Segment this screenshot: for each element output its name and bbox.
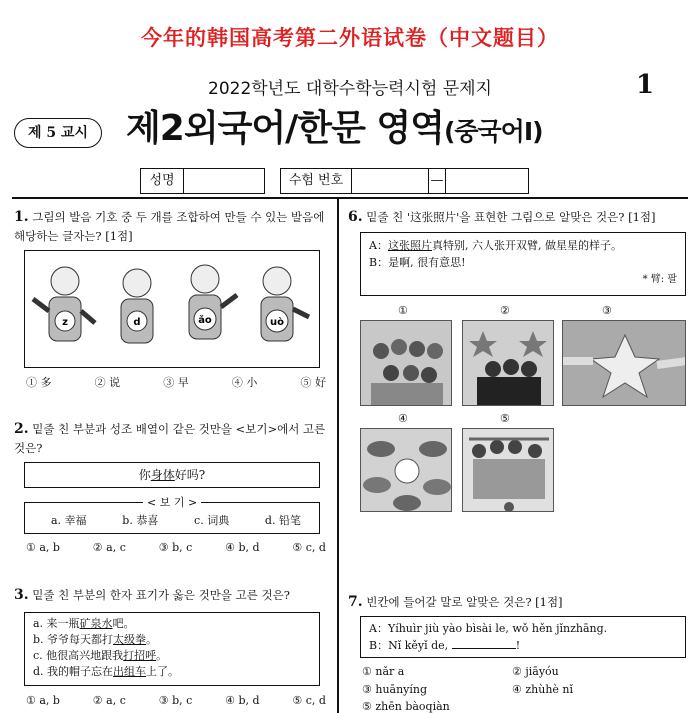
q6-text: 밑줄 친 '这张照片'을 표현한 그림으로 알맞은 것은? [1점]	[366, 210, 656, 224]
q6-note: * 臂: 팔	[642, 274, 677, 285]
pinyin-label-4: uò	[270, 317, 284, 328]
picture-5-art	[463, 429, 554, 512]
q6-line-a	[369, 237, 677, 254]
q2-option-2[interactable]: ② a, c	[92, 541, 126, 554]
q7-line-b-post: !	[515, 639, 521, 652]
page-number: 1	[636, 70, 655, 100]
q1-options	[26, 374, 326, 390]
q2-option-3[interactable]: ③ b, c	[158, 541, 193, 554]
q7-text: 빈칸에 들어갈 말로 알맞은 것은? [1점]	[366, 595, 563, 609]
figure-1	[33, 267, 95, 341]
name-label: 성명	[140, 168, 184, 194]
q6-line-a-post: 真特别, 六人张开双臂, 做星星的样子。	[431, 239, 622, 252]
exam-title-main: 제2외국어/한문 영역	[126, 108, 444, 149]
exam-title	[126, 100, 543, 151]
period-badge: 제 5 교시	[14, 118, 102, 148]
q7-line-a: A：Yíhuìr jiù yào bìsài le, wǒ hěn jǐnzhāng.	[369, 622, 608, 635]
q2-sentence-underlined: 身体	[150, 468, 175, 482]
pinyin-label-2: d	[133, 317, 141, 328]
q3-line-d-underlined: 出组车	[113, 665, 147, 678]
q3-line-b-underlined: 太级拳	[113, 633, 147, 646]
q6-label-4: ④	[398, 412, 408, 425]
q7-option-4[interactable]: ④ zhùhè nǐ	[512, 683, 574, 696]
q7-option-5[interactable]: ⑤ zhēn bàoqiàn	[362, 700, 450, 713]
q3-line-d-pre: d. 我的帽子忘在	[33, 665, 114, 678]
exam-number-field-a[interactable]	[351, 168, 429, 194]
q3-option-1[interactable]: ① a, b	[26, 694, 60, 707]
q7-dialogue-box	[360, 616, 686, 658]
q3-line-b-pre: b. 爷爷每天都打	[33, 633, 114, 646]
q3-line-c-pre: c. 他很高兴地跟我	[33, 649, 124, 662]
q1-option-1[interactable]: ① 多	[26, 376, 52, 389]
q7-number: 7.	[348, 594, 363, 610]
q3-option-4[interactable]: ④ b, d	[225, 694, 260, 707]
pinyin-label-3: ǎo	[198, 315, 212, 326]
q1-text: 그림의 발음 기호 중 두 개를 조합하여 만들 수 있는 발음에 해당하는 글자는? [1점]	[14, 210, 325, 243]
q7-option-1[interactable]: ① nǎr a	[362, 665, 405, 678]
q3-option-2[interactable]: ② a, c	[92, 694, 126, 707]
exam-subtitle: 2022학년도 대학수학능력시험 문제지	[208, 79, 492, 99]
q6-line-a-underlined: 这张照片	[387, 239, 432, 252]
q6-picture-1[interactable]	[360, 320, 452, 406]
pinyin-label-1: z	[62, 317, 68, 328]
q2-option-1[interactable]: ① a, b	[26, 541, 60, 554]
exam-title-paren: (중국어Ⅰ)	[443, 117, 543, 146]
q7-line-b	[369, 637, 677, 654]
q6-stem	[348, 208, 688, 227]
picture-2-art	[463, 321, 554, 406]
figure-3	[189, 265, 237, 339]
q3-line-a	[33, 616, 311, 632]
q6-label-1: ①	[398, 304, 408, 317]
q6-picture-4[interactable]	[360, 428, 452, 512]
q7-option-3[interactable]: ③ huānyíng	[362, 683, 428, 696]
q3-line-c	[33, 648, 311, 664]
q2-item-c: c. 词典	[194, 514, 230, 527]
name-field[interactable]	[183, 168, 265, 194]
exam-number-label: 수험 번호	[280, 168, 352, 194]
banner-title: 今年的韩国高考第二外语试卷（中文题目）	[141, 26, 559, 50]
q2-options	[26, 541, 326, 554]
q3-stem	[14, 586, 332, 605]
q1-option-2[interactable]: ② 说	[94, 376, 121, 389]
q2-item-a: a. 幸福	[51, 514, 87, 527]
q1-option-4[interactable]: ④ 小	[231, 376, 258, 389]
q2-bogi-items	[51, 512, 301, 528]
q6-picture-5[interactable]	[462, 428, 554, 512]
header-rule	[12, 197, 688, 199]
q3-line-b-post: 。	[146, 633, 158, 646]
q2-text: 밑줄 친 부분과 성조 배열이 같은 것만을 <보기>에서 고른 것은?	[14, 422, 326, 455]
column-divider	[337, 199, 339, 713]
q6-label-3: ③	[602, 304, 612, 317]
q2-bogi-title: < 보 기 >	[143, 494, 201, 510]
q3-line-c-post: 。	[156, 649, 168, 662]
q6-picture-3[interactable]	[562, 320, 686, 406]
q1-option-3[interactable]: ③ 早	[163, 376, 189, 389]
id-row	[140, 168, 680, 194]
picture-4-art	[361, 429, 452, 512]
q7-blank	[452, 638, 516, 649]
q3-line-c-underlined: 打招呼	[123, 649, 157, 662]
q3-line-d	[33, 664, 311, 680]
q6-picture-2[interactable]	[462, 320, 554, 406]
q2-sentence-pre: 你	[138, 468, 151, 482]
q3-text: 밑줄 친 부분의 한자 표기가 옳은 것만을 고른 것은?	[32, 588, 290, 602]
q7-option-2[interactable]: ② jiāyóu	[512, 665, 559, 678]
q7-line-b-pre: B：Nǐ kěyǐ de,	[369, 639, 449, 652]
q6-line-b: B：是啊, 很有意思!	[369, 256, 466, 269]
picture-3-art	[563, 321, 686, 406]
q2-bogi-label: 보 기	[159, 496, 185, 509]
q3-number: 3.	[14, 587, 29, 603]
q2-item-d: d. 铅笔	[264, 514, 301, 527]
q3-options	[26, 694, 326, 707]
q1-stem	[14, 208, 332, 246]
q3-line-a-underlined: 矿泉水	[79, 617, 113, 630]
q2-stem	[14, 420, 332, 458]
q2-option-5[interactable]: ⑤ c, d	[292, 541, 326, 554]
q2-option-4[interactable]: ④ b, d	[225, 541, 260, 554]
q6-number: 6.	[348, 209, 363, 225]
q3-box	[24, 612, 320, 686]
exam-number-dash: —	[428, 168, 446, 194]
exam-number-field-b[interactable]	[445, 168, 529, 194]
q3-line-b	[33, 632, 311, 648]
q6-line-a-pre: A：	[369, 239, 388, 252]
q6-label-2: ②	[500, 304, 510, 317]
q6-label-5: ⑤	[500, 412, 510, 425]
figure-2	[121, 269, 153, 343]
q1-figure-illustration	[25, 251, 319, 367]
q1-figure	[24, 250, 320, 368]
q2-item-b: b. 恭喜	[122, 514, 159, 527]
q1-number: 1.	[14, 209, 29, 225]
q7-stem	[348, 593, 688, 612]
q2-number: 2.	[14, 421, 29, 437]
q3-option-5[interactable]: ⑤ c, d	[292, 694, 326, 707]
figure-4	[261, 267, 309, 341]
q6-dialogue-box	[360, 232, 686, 296]
q3-line-d-post: 上了。	[146, 665, 180, 678]
q3-line-a-pre: a. 来一瓶	[33, 617, 80, 630]
picture-1-art	[361, 321, 452, 406]
q1-option-5[interactable]: ⑤ 好	[300, 376, 326, 389]
q2-sentence-box	[24, 462, 320, 488]
q2-bogi-box	[24, 496, 320, 534]
q3-line-a-post: 吧。	[112, 617, 135, 630]
q2-sentence-post: 好吗?	[174, 468, 206, 482]
q3-option-3[interactable]: ③ b, c	[158, 694, 193, 707]
